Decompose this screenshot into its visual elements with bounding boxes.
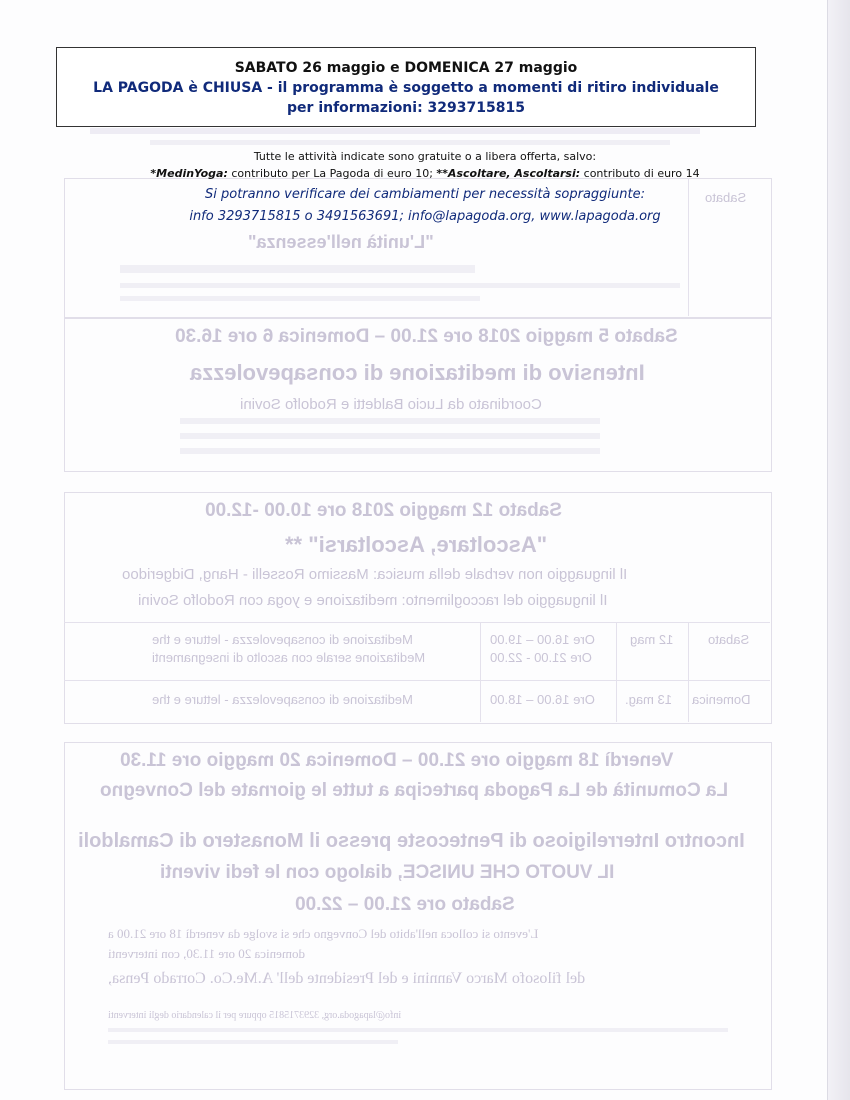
ghost-row1-act: Meditazione di consapevolezza - letture e the (152, 632, 413, 647)
ghost-row2-time: Ore 16.00 – 18.00 (490, 692, 595, 707)
ghost-row2-day: Domenica (692, 692, 751, 707)
ghost-text-line (180, 448, 600, 454)
ghost-sec2-l1: Il linguaggio non verbale della musica: Massimo Rosselli - Hang, Didgeridoo (122, 566, 628, 583)
ghost-sec3-l7: domenica 20 ore 11.30, con interventi (108, 946, 305, 961)
ascoltare-text: contributo di euro 14 (580, 167, 700, 180)
ghost-row2-date: 13 mag. (625, 692, 672, 707)
ghost-table-line (688, 622, 689, 722)
ghost-sec3-l2: La Comunità de La Pagoda partecipa a tutte le giornate del Convegno (100, 780, 729, 801)
ghost-row2-act: Meditazione di consapevolezza - letture e the (152, 692, 413, 707)
ghost-sec3-l1: Venerdì 18 maggio ore 21.00 – Domenica 20 maggio ore 11.30 (120, 750, 674, 771)
ghost-text-line (90, 128, 700, 134)
ghost-text-line (150, 140, 670, 145)
notice-dates: SABATO 26 maggio e DOMENICA 27 maggio (234, 60, 578, 76)
closure-notice (56, 47, 756, 127)
ghost-sec3-l3: Incontro Interreligioso di Pentecoste presso il Monastero di Camaldoli (78, 830, 745, 852)
ghost-text-line (180, 418, 600, 424)
notice-phone: per informazioni: 3293715815 (287, 100, 525, 116)
ghost-row1-act2: Meditazione serale con ascolto di insegnamenti (152, 650, 426, 665)
ghost-sec3-l8: del filosofo Marco Vannini e del Presidente dell' A.Me.Co. Corrado Pensa, (108, 970, 586, 987)
ghost-sabato: Sabato (705, 190, 747, 205)
ghost-sec1-sub: Coordinato da Lucio Baldetti e Rodolfo Sovini (240, 396, 542, 413)
contact-info: info 3293715815 o 3491563691; info@lapagoda.org, www.lapagoda.org (189, 209, 661, 224)
ghost-text-line (120, 283, 680, 288)
ghost-row1-time: Ore 16.00 – 19.00 (490, 632, 595, 647)
ascoltare-label: **Ascoltare, Ascoltarsi: (436, 167, 581, 180)
ghost-sec1-date: Sabato 5 maggio 2018 ore 21.00 – Domenica 6 ore 16.30 (175, 326, 678, 347)
ghost-text-line (120, 265, 475, 273)
ghost-table-line (616, 622, 617, 722)
ghost-table-line (64, 680, 770, 681)
changes-notice: Si potranno verificare dei cambiamenti per necessità sopraggiunte: (205, 187, 645, 202)
ghost-sec2-date: Sabato 12 maggio 2018 ore 10.00 -12.00 (205, 500, 562, 521)
ghost-row1-time2: Ore 21.00 - 22.00 (490, 650, 592, 665)
ghost-sec1-title: Intensivo di meditazione di consapevolezza (190, 360, 645, 385)
ghost-sec3-l9: info@lapagoda.org, 3293715815 oppure per il calendario degli interventi (108, 1010, 402, 1021)
page-edge (827, 0, 850, 1100)
notice-closed: LA PAGODA è CHIUSA - il programma è soggetto a momenti di ritiro individuale (93, 80, 719, 96)
ghost-sec2-title: "Ascoltare, Ascoltarsi" ** (285, 532, 548, 557)
ghost-text-line (108, 1028, 728, 1032)
ghost-table-line (480, 622, 481, 722)
contribution-text (0, 167, 850, 180)
ghost-row1-day: Sabato (708, 632, 750, 647)
ghost-sec3-l5: Sabato ore 21.00 – 22.00 (295, 894, 515, 915)
ghost-text-line (180, 433, 600, 439)
ghost-sec2-l2: Il linguaggio del raccoglimento: meditazione e yoga con Rodolfo Sovini (138, 592, 608, 609)
ghost-row1-date: 12 mag (630, 632, 674, 647)
medinyoga-label: *MedinYoga: (150, 167, 228, 180)
ghost-sec3-l4: IL VUOTO CHE UNISCE, dialogo con le fedi viventi (160, 862, 615, 883)
ghost-text-line (120, 296, 480, 301)
medinyoga-text: contributo per La Pagoda di euro 10; (227, 167, 437, 180)
ghost-table-line (64, 622, 770, 623)
free-activities-text: Tutte le attività indicate sono gratuite o a libera offerta, salvo: (253, 150, 597, 163)
ghost-text-line (108, 1040, 398, 1044)
ghost-sec3-l6: L'evento si colloca nell'abito del Convegno che si svolge da venerdì 18 ore 21.00 a (108, 926, 539, 941)
ghost-header: "L'unità nell'essenza" (248, 232, 434, 252)
